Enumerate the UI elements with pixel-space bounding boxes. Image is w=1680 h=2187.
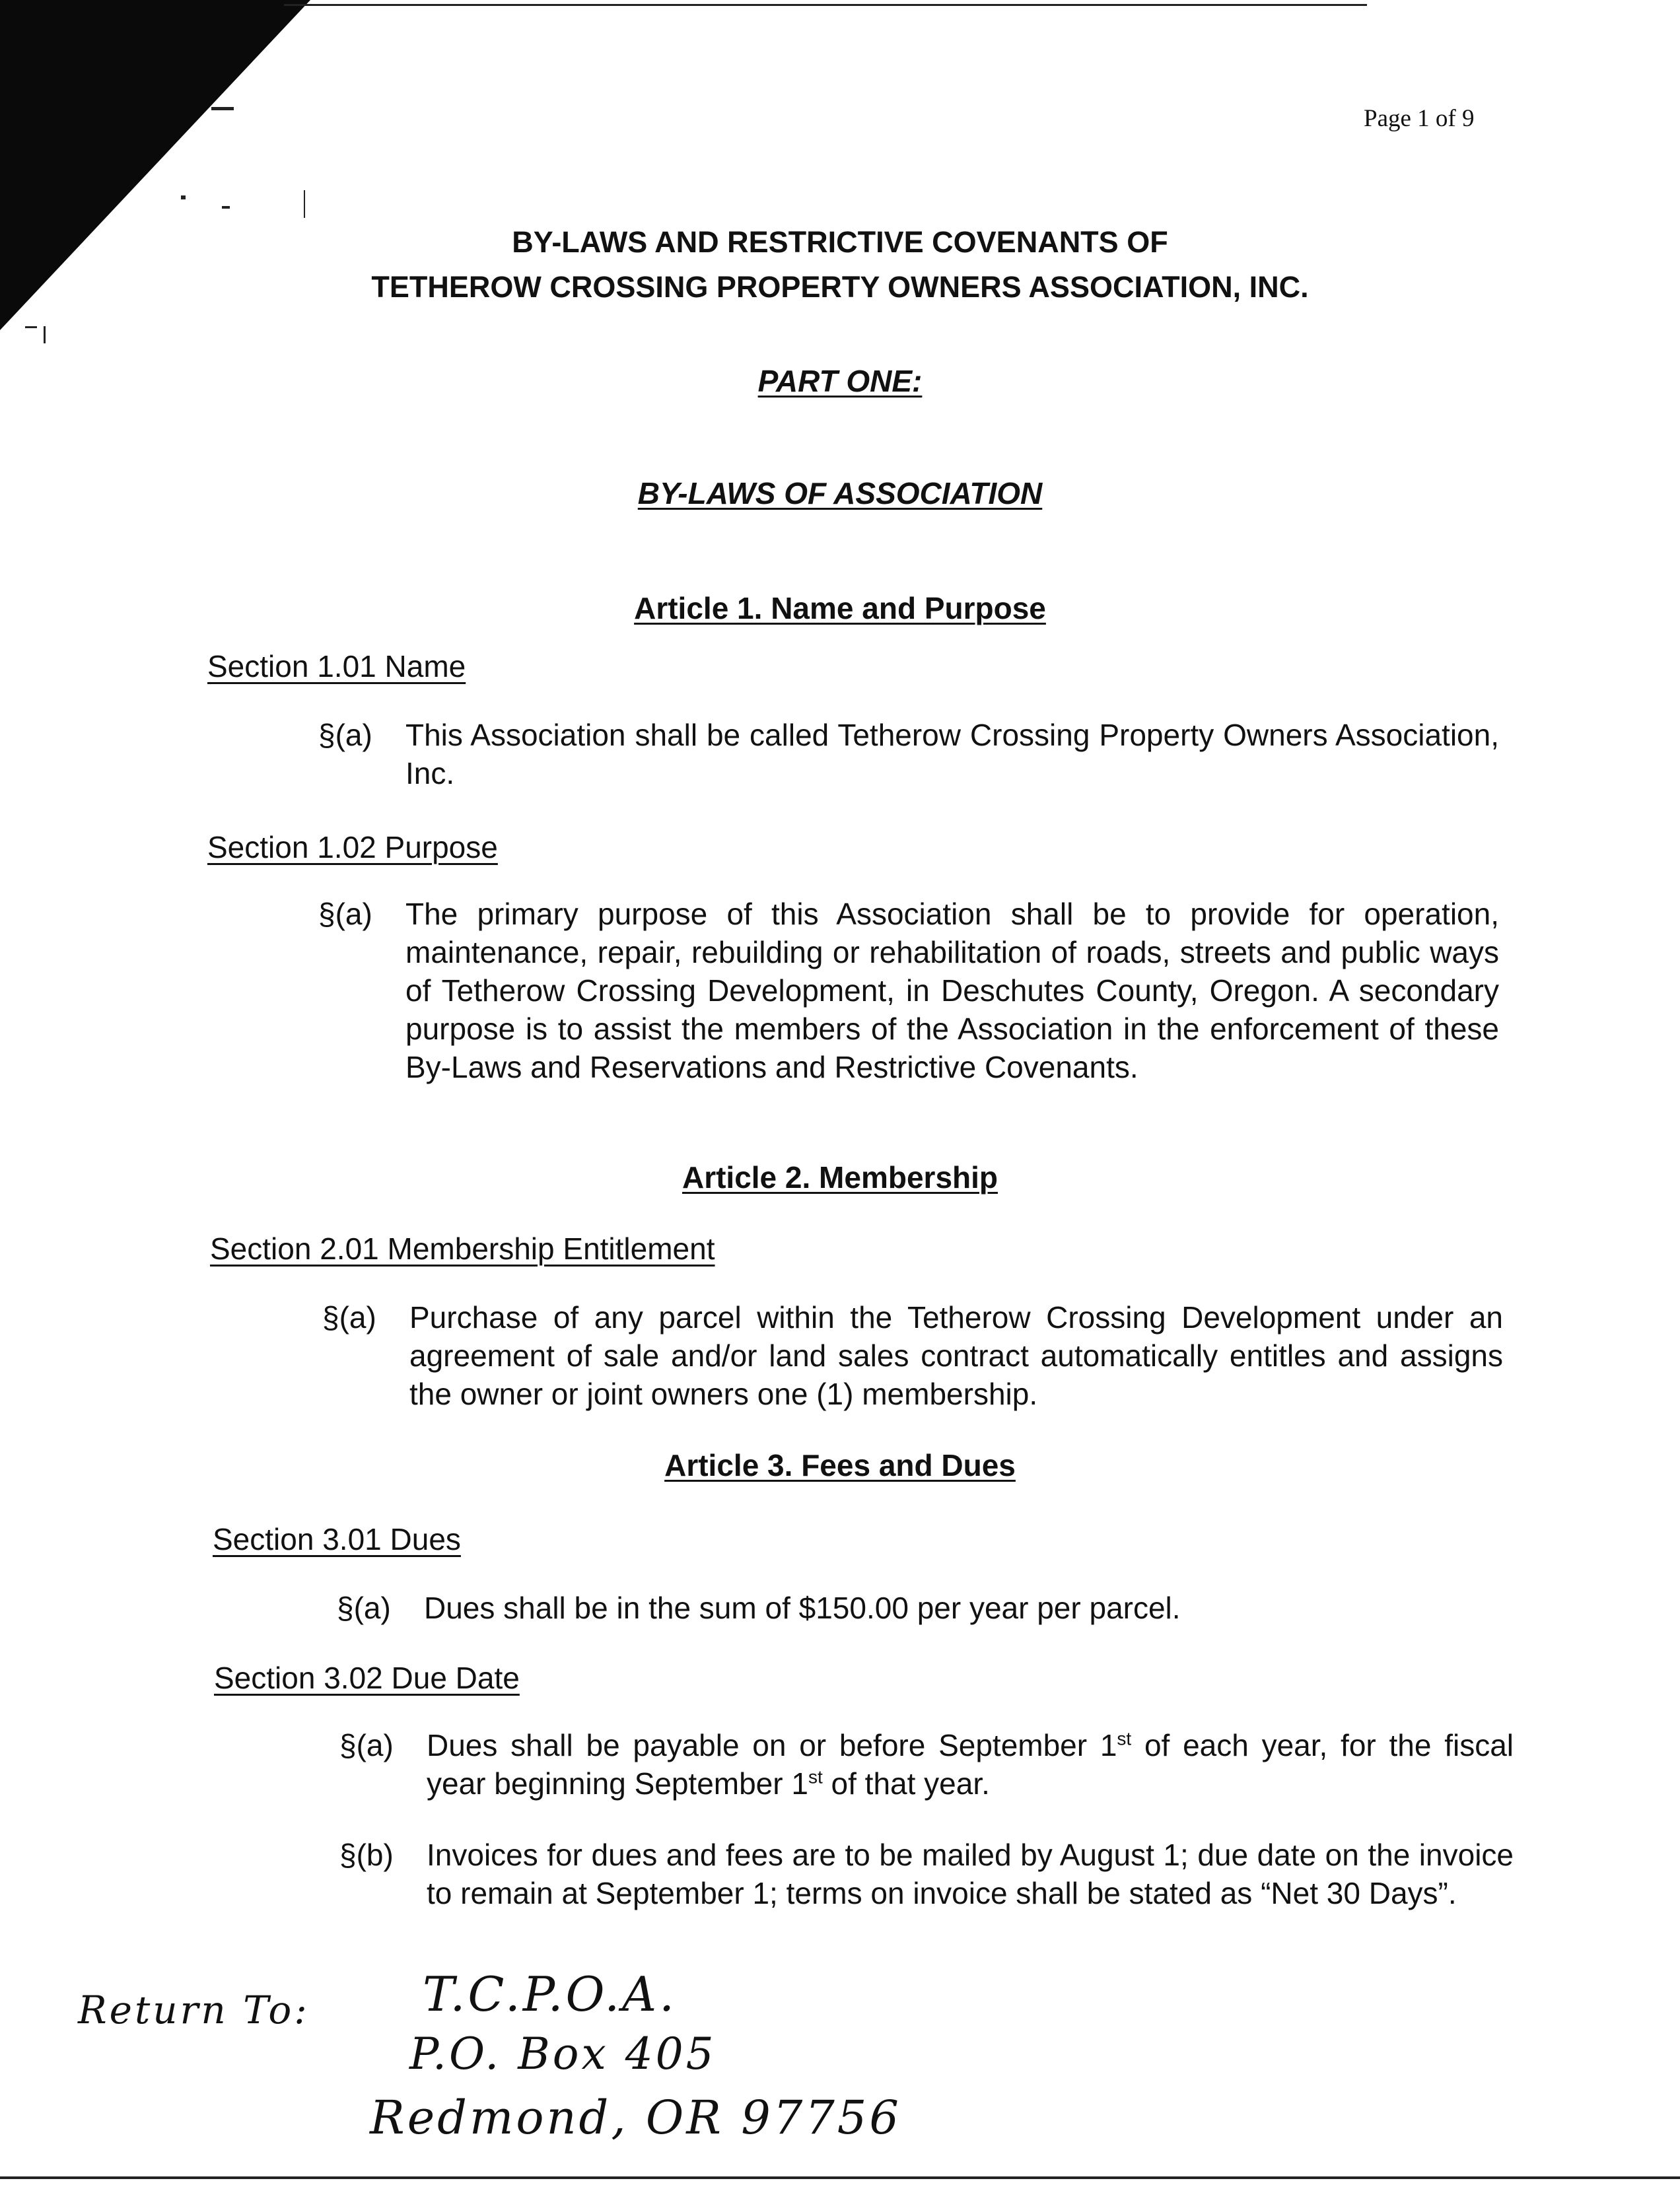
- section-1-01-heading: Section 1.01 Name: [207, 649, 466, 683]
- clause-text: Dues shall be in the sum of $150.00 per year per parcel.: [424, 1591, 1181, 1625]
- section-1-02-heading: Section 1.02 Purpose: [207, 830, 498, 864]
- page-number: Page 1 of 9: [1364, 105, 1475, 132]
- clause-text: This Association shall be called Tetherow Crossing Property Owners Association, Inc.: [405, 718, 1499, 790]
- section-2-01-heading: Section 2.01 Membership Entitlement: [210, 1232, 715, 1266]
- handwritten-address-line3: Redmond, OR 97756: [370, 2091, 901, 2145]
- clause-mark: §(a): [318, 897, 372, 931]
- article-3-heading: Article 3. Fees and Dues: [664, 1448, 1016, 1482]
- clause-text: Dues shall be payable on or before September 1st of each year, for the fiscal year beginning September 1st of that year.: [427, 1728, 1514, 1801]
- section-3-01-heading: Section 3.01 Dues: [213, 1522, 461, 1556]
- clause-mark: §(a): [318, 718, 372, 752]
- article-2-heading: Article 2. Membership: [682, 1160, 998, 1195]
- scan-top-edge: [284, 4, 1367, 6]
- clause-text: Invoices for dues and fees are to be mailed by August 1; due date on the invoice to remain at September 1; terms on invoice shall be stated as “Net 30 Days”.: [427, 1838, 1514, 1910]
- clause-mark: §(a): [339, 1728, 394, 1762]
- handwritten-address-line1: T.C.P.O.A.: [423, 1966, 678, 2022]
- handwritten-address-line2: P.O. Box 405: [409, 2029, 717, 2079]
- bylaws-subtitle: BY-LAWS OF ASSOCIATION: [637, 476, 1043, 510]
- clause-text: Purchase of any parcel within the Tetherow Crossing Development under an agreement of sale and/or land sales contract automatically entitles and assigns the owner or joint owners one (1) membership.: [409, 1300, 1503, 1411]
- clause-text: The primary purpose of this Association shall be to provide for operation, maintenance, repair, rebuilding or rehabilitation of roads, streets and public ways of Tetherow Crossing Development, in Deschutes County, Oregon. A secondary purpose is to assist the members of the Association in the enforcement of these By-Laws and Reservations and Restrictive Covenants.: [405, 897, 1499, 1084]
- handwritten-return-label: Return To:: [78, 1988, 310, 2032]
- document-title-line2: TETHEROW CROSSING PROPERTY OWNERS ASSOCIATION, INC.: [371, 270, 1309, 304]
- document-title-line1: BY-LAWS AND RESTRICTIVE COVENANTS OF: [512, 225, 1168, 259]
- clause-mark: §(b): [339, 1838, 394, 1872]
- clause-mark: §(a): [322, 1300, 376, 1335]
- scan-bottom-edge: [0, 2176, 1680, 2179]
- article-1-heading: Article 1. Name and Purpose: [634, 591, 1046, 625]
- clause-mark: §(a): [337, 1591, 391, 1625]
- part-heading: PART ONE:: [757, 364, 923, 398]
- section-3-02-heading: Section 3.02 Due Date: [214, 1661, 520, 1695]
